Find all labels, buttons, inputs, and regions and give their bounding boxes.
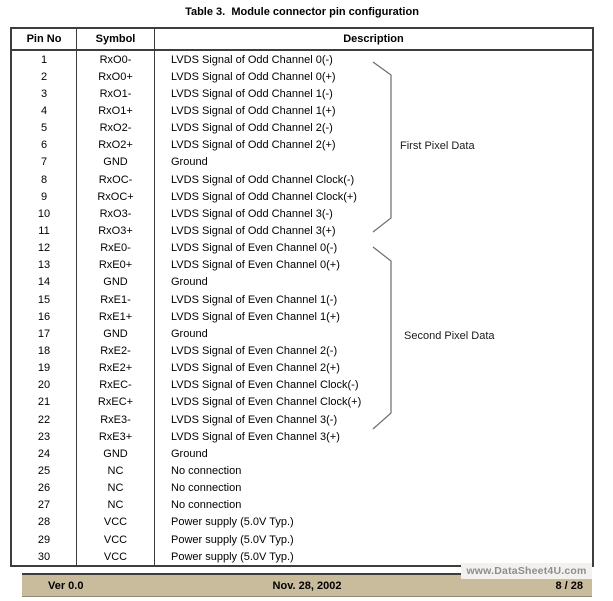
cell-symbol: RxO0+	[77, 68, 155, 85]
table-row	[12, 342, 592, 359]
cell-desc: LVDS Signal of Even Channel Clock(+)	[171, 396, 362, 409]
cell-desc: LVDS Signal of Odd Channel 2(+)	[171, 139, 336, 152]
header-symbol: Symbol	[77, 29, 155, 49]
cell-symbol: RxO2+	[77, 137, 155, 154]
cell-pin: 7	[12, 154, 77, 171]
cell-symbol: RxE0+	[77, 257, 155, 274]
cell-symbol: GND	[77, 154, 155, 171]
table-row	[12, 325, 592, 342]
cell-pin: 21	[12, 394, 77, 411]
cell-desc: LVDS Signal of Even Channel Clock(-)	[171, 379, 359, 392]
cell-pin: 2	[12, 68, 77, 85]
cell-desc: LVDS Signal of Odd Channel 3(-)	[171, 207, 333, 220]
table-header-row	[12, 29, 592, 51]
cell-desc: LVDS Signal of Even Channel 3(-)	[171, 413, 338, 426]
cell-symbol: RxOC-	[77, 171, 155, 188]
footer-version: Ver 0.0	[48, 579, 84, 592]
cell-desc: No connection	[171, 482, 242, 495]
table-row	[12, 240, 592, 257]
footer-page-number: 8 / 28	[555, 579, 583, 592]
cell-pin: 14	[12, 274, 77, 291]
cell-desc: LVDS Signal of Odd Channel 0(+)	[171, 70, 336, 83]
cell-symbol: VCC	[77, 548, 155, 565]
cell-symbol: RxO3+	[77, 222, 155, 239]
table-row	[12, 102, 592, 119]
table-row	[12, 154, 592, 171]
cell-desc: LVDS Signal of Odd Channel 0(-)	[171, 53, 333, 66]
cell-pin: 24	[12, 445, 77, 462]
cell-desc: LVDS Signal of Even Channel 1(+)	[171, 310, 340, 323]
cell-symbol: RxO3-	[77, 205, 155, 222]
cell-pin: 9	[12, 188, 77, 205]
cell-pin: 1	[12, 51, 77, 68]
table-row	[12, 137, 592, 154]
cell-symbol: RxE1-	[77, 291, 155, 308]
cell-symbol: NC	[77, 462, 155, 479]
cell-pin: 17	[12, 325, 77, 342]
cell-symbol: RxEC-	[77, 377, 155, 394]
cell-symbol: RxE2-	[77, 342, 155, 359]
cell-desc: LVDS Signal of Odd Channel 2(-)	[171, 122, 333, 135]
cell-desc: No connection	[171, 464, 242, 477]
cell-pin: 10	[12, 205, 77, 222]
cell-desc: Ground	[171, 327, 208, 340]
cell-pin: 8	[12, 171, 77, 188]
cell-pin: 19	[12, 360, 77, 377]
cell-pin: 30	[12, 548, 77, 565]
cell-desc: LVDS Signal of Even Channel 2(+)	[171, 362, 340, 375]
cell-pin: 18	[12, 342, 77, 359]
cell-pin: 12	[12, 240, 77, 257]
cell-pin: 6	[12, 137, 77, 154]
cell-symbol: RxE0-	[77, 240, 155, 257]
cell-desc: LVDS Signal of Even Channel 0(+)	[171, 259, 340, 272]
cell-desc: LVDS Signal of Even Channel 2(-)	[171, 344, 338, 357]
cell-pin: 16	[12, 308, 77, 325]
table-row	[12, 68, 592, 85]
cell-symbol: RxE2+	[77, 360, 155, 377]
table-body	[12, 51, 592, 565]
cell-desc: No connection	[171, 499, 242, 512]
header-description: Description	[343, 33, 404, 45]
cell-symbol: GND	[77, 274, 155, 291]
cell-desc: LVDS Signal of Even Channel 0(-)	[171, 242, 338, 255]
cell-pin: 26	[12, 480, 77, 497]
datasheet4u-watermark: www.DataSheet4U.com	[461, 563, 592, 579]
table-row	[12, 462, 592, 479]
cell-symbol: GND	[77, 325, 155, 342]
table-row	[12, 188, 592, 205]
cell-pin: 13	[12, 257, 77, 274]
cell-desc: LVDS Signal of Even Channel 3(+)	[171, 430, 340, 443]
table-row	[12, 222, 592, 239]
cell-pin: 25	[12, 462, 77, 479]
table-row	[12, 531, 592, 548]
table-row	[12, 394, 592, 411]
cell-pin: 11	[12, 222, 77, 239]
cell-symbol: RxO2-	[77, 120, 155, 137]
cell-pin: 20	[12, 377, 77, 394]
cell-desc: LVDS Signal of Odd Channel 3(+)	[171, 224, 336, 237]
cell-desc: LVDS Signal of Even Channel 1(-)	[171, 293, 338, 306]
cell-symbol: RxE3-	[77, 411, 155, 428]
cell-desc: LVDS Signal of Odd Channel 1(+)	[171, 104, 336, 117]
table-row	[12, 360, 592, 377]
table-row	[12, 480, 592, 497]
cell-symbol: RxO1-	[77, 85, 155, 102]
cell-symbol: RxO0-	[77, 51, 155, 68]
cell-symbol: RxO1+	[77, 102, 155, 119]
cell-symbol: RxE1+	[77, 308, 155, 325]
table-row	[12, 497, 592, 514]
cell-pin: 28	[12, 514, 77, 531]
table-row	[12, 445, 592, 462]
cell-desc: LVDS Signal of Odd Channel Clock(+)	[171, 190, 357, 203]
cell-symbol: NC	[77, 497, 155, 514]
cell-pin: 29	[12, 531, 77, 548]
header-pin-no: Pin No	[12, 29, 77, 49]
table-row	[12, 291, 592, 308]
cell-symbol: RxE3+	[77, 428, 155, 445]
cell-desc: Ground	[171, 276, 208, 289]
footer-date: Nov. 28, 2002	[272, 579, 342, 592]
second-pixel-data-label: Second Pixel Data	[404, 330, 495, 342]
cell-symbol: GND	[77, 445, 155, 462]
table-row	[12, 274, 592, 291]
table-row	[12, 257, 592, 274]
cell-symbol: VCC	[77, 531, 155, 548]
table-row	[12, 428, 592, 445]
cell-pin: 23	[12, 428, 77, 445]
first-pixel-data-label: First Pixel Data	[400, 140, 475, 152]
table-caption: Table 3. Module connector pin configuration	[185, 6, 419, 18]
table-row	[12, 51, 592, 68]
cell-desc: Ground	[171, 447, 208, 460]
cell-desc: Power supply (5.0V Typ.)	[171, 516, 294, 529]
table-row	[12, 377, 592, 394]
cell-pin: 27	[12, 497, 77, 514]
table-row	[12, 308, 592, 325]
pin-configuration-table	[10, 27, 594, 567]
cell-pin: 15	[12, 291, 77, 308]
table-row	[12, 120, 592, 137]
cell-symbol: RxOC+	[77, 188, 155, 205]
cell-pin: 5	[12, 120, 77, 137]
cell-desc: Power supply (5.0V Typ.)	[171, 533, 294, 546]
cell-symbol: RxEC+	[77, 394, 155, 411]
cell-desc: LVDS Signal of Odd Channel 1(-)	[171, 87, 333, 100]
table-row	[12, 514, 592, 531]
cell-desc: Power supply (5.0V Typ.)	[171, 550, 294, 563]
cell-symbol: VCC	[77, 514, 155, 531]
table-row	[12, 171, 592, 188]
table-row	[12, 411, 592, 428]
cell-desc: LVDS Signal of Odd Channel Clock(-)	[171, 173, 355, 186]
cell-pin: 22	[12, 411, 77, 428]
cell-symbol: NC	[77, 480, 155, 497]
table-row	[12, 85, 592, 102]
cell-pin: 3	[12, 85, 77, 102]
cell-pin: 4	[12, 102, 77, 119]
cell-desc: Ground	[171, 156, 208, 169]
table-row	[12, 205, 592, 222]
